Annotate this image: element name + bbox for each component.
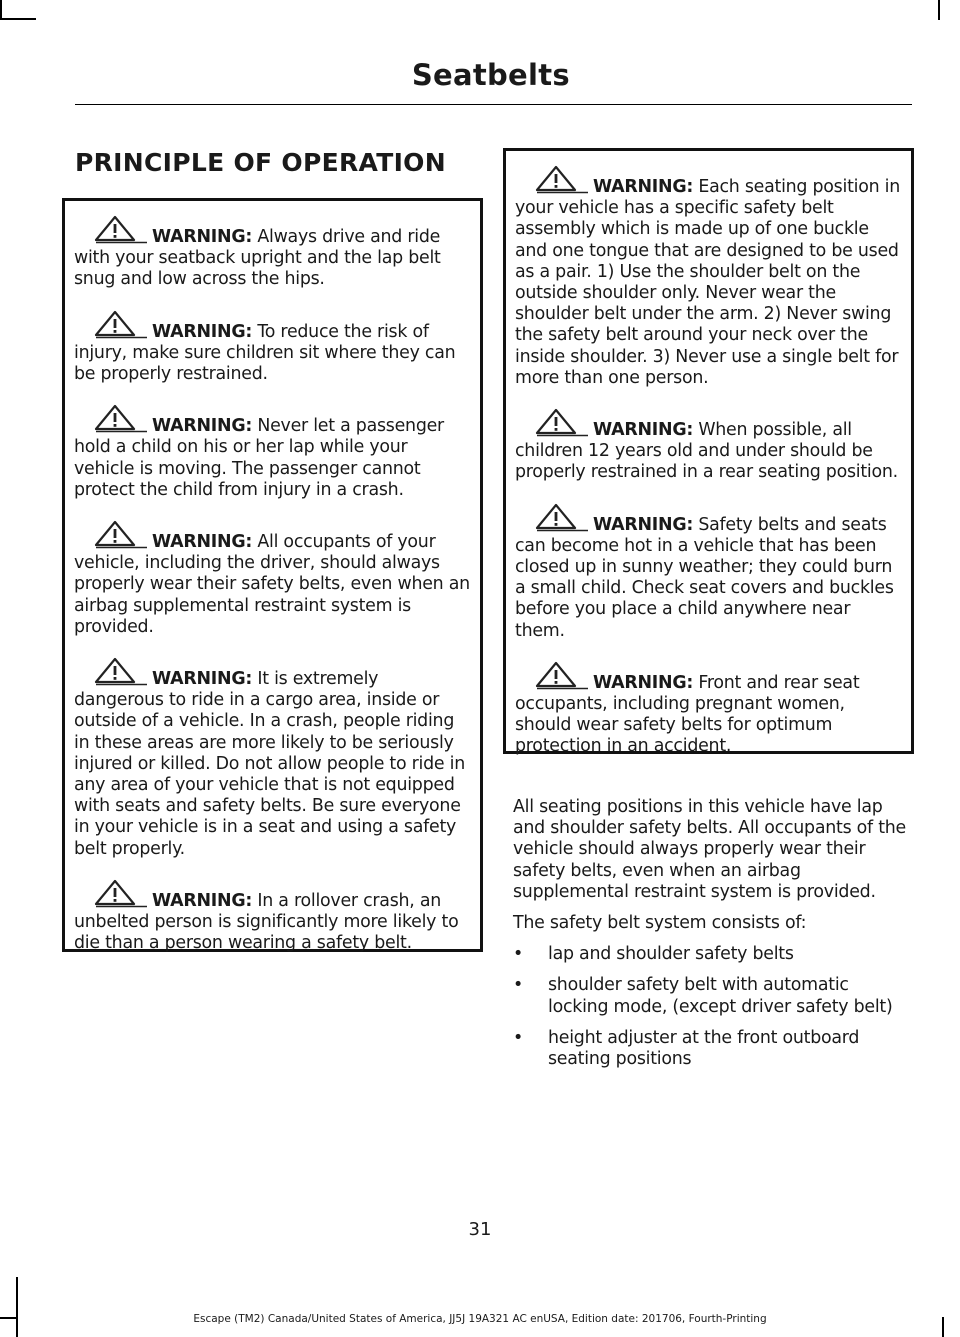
warning-item (74, 215, 471, 291)
warning-text: Always drive and ride with your seatback upright and the lap belt snug and low across the hips. (74, 227, 441, 290)
warning-item (74, 879, 471, 955)
warning-text: It is extremely dangerous to ride in a cargo area, inside or outside of a vehicle. In a crash, people riding in these areas are more likely to be seriously injured or killed. Do not allow people to ride in any area of your vehicle that is not equipped with seats and safety belts. Be sure everyone in your vehicle is in a seat and using a safety belt properly. (74, 669, 466, 859)
crop-mark (16, 1277, 18, 1337)
page-number: 31 (468, 1219, 492, 1240)
warning-text: Safety belts and seats can become hot in a vehicle that has been closed up in sunny weather; they could burn a small child. Check seat covers and buckles before you place a child anywhere near them. (515, 514, 894, 641)
warning-label: WARNING: (152, 227, 253, 247)
warning-label: WARNING: (593, 177, 694, 197)
bullet-text: lap and shoulder safety belts (548, 944, 794, 965)
warning-item (74, 520, 471, 638)
warning-label: WARNING: (152, 416, 253, 437)
warning-label: WARNING: (152, 321, 253, 342)
bullet-text: shoulder safety belt with automatic locking mode, (except driver safety belt) (548, 975, 893, 1017)
section-title: PRINCIPLE OF OPERATION (75, 148, 446, 177)
bullet-item (513, 975, 908, 1017)
bullet-item (513, 1028, 908, 1070)
warning-triangle-icon (534, 661, 589, 690)
warning-triangle-icon (534, 165, 589, 194)
bullet-item (513, 944, 908, 965)
warning-triangle-icon (93, 520, 148, 549)
crop-mark (0, 18, 36, 20)
warning-item (74, 657, 471, 860)
warning-label: WARNING: (593, 514, 694, 535)
footer-text: Escape (TM2) Canada/United States of America, JJ5J 19A321 AC enUSA, Edition date: 201706, Fourth-Printing (193, 1313, 767, 1325)
warning-item (515, 408, 902, 484)
bullet-dot: • (513, 975, 524, 996)
warning-item (515, 165, 902, 389)
warning-triangle-icon (93, 879, 148, 908)
warning-text: In a rollover crash, an unbelted person is significantly more likely to die than a person wearing a safety belt. (74, 890, 459, 954)
warning-triangle-icon (534, 503, 589, 532)
warning-triangle-icon (534, 408, 589, 437)
crop-mark (0, 0, 2, 18)
page-header-title: Seatbelts (411, 58, 570, 92)
warning-triangle-icon (93, 310, 148, 339)
body-paragraph: The safety belt system consists of: (513, 913, 807, 934)
warning-item (515, 661, 902, 758)
warning-text: Front and rear seat occupants, including pregnant women, should wear safety belts for optimum protection in an accident. (515, 672, 860, 757)
warning-text: When possible, all children 12 years old and under should be properly restrained in a rear seating position. (515, 420, 898, 483)
warning-label: WARNING: (152, 532, 253, 553)
warning-item (515, 503, 902, 642)
header-rule (75, 104, 912, 105)
crop-mark (938, 0, 940, 20)
body-text (513, 797, 908, 1080)
warning-item (74, 404, 471, 501)
warning-label: WARNING: (593, 672, 694, 693)
warning-label: WARNING: (152, 669, 253, 690)
bullet-list (513, 944, 908, 1070)
bullet-dot: • (513, 944, 524, 965)
warning-text: To reduce the risk of injury, make sure children sit where they can be properly restrained. (74, 321, 456, 385)
warning-text: All occupants of your vehicle, including the driver, should always properly wear their safety belts, even when an airbag supplemental restraint system is provided. (74, 532, 470, 637)
body-paragraph: All seating positions in this vehicle have lap and shoulder safety belts. All occupants of the vehicle should always properly wear their safety belts, even when an airbag supplemental restraint system is provided. (513, 797, 906, 902)
warning-box-left (62, 198, 483, 952)
warning-item (74, 310, 471, 386)
warning-triangle-icon (93, 657, 148, 686)
bullet-text: height adjuster at the front outboard seating positions (548, 1027, 860, 1070)
warning-label: WARNING: (593, 420, 694, 441)
bullet-dot: • (513, 1027, 524, 1048)
warning-label: WARNING: (152, 890, 253, 911)
warning-text: Each seating position in your vehicle has a specific safety belt assembly which is made up of one buckle and one tongue that are designed to be used as a pair. 1) Use the shoulder belt on the outside shoulder only. Never wear the shoulder belt under the arm. 2) Never swing the safety belt around your neck over the inside shoulder. 3) Never use a single belt for more than one person. (515, 177, 901, 388)
warning-text: Never let a passenger hold a child on his or her lap while your vehicle is moving. The passenger cannot protect the child from injury in a crash. (74, 416, 444, 500)
warning-triangle-icon (93, 404, 148, 433)
warning-box-right (503, 148, 914, 757)
warning-triangle-icon (93, 215, 148, 244)
